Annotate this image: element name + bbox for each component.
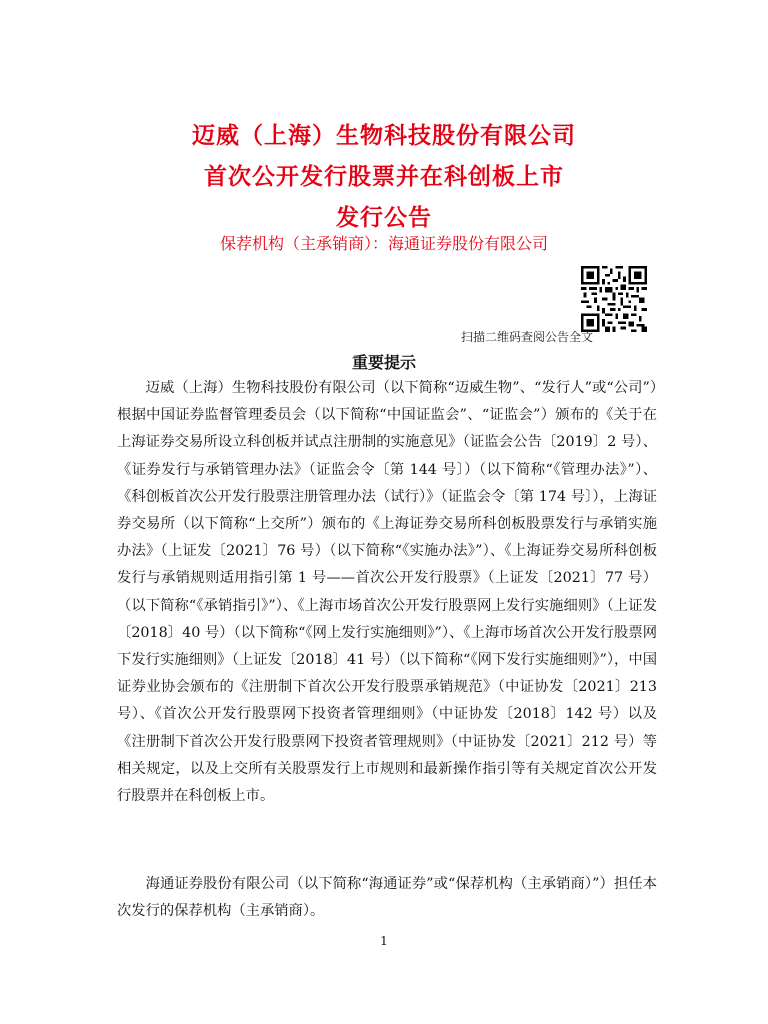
document-title-line-3: 发行公告 bbox=[336, 205, 432, 231]
section-heading: 重要提示 bbox=[351, 353, 416, 372]
qr-code-icon bbox=[581, 266, 647, 332]
qr-caption: 扫描二维码查阅公告全文 bbox=[461, 330, 594, 344]
page-number: 1 bbox=[380, 934, 388, 948]
body-paragraph-2: 海通证券股份有限公司（以下简称“海通证券”或“保荐机构（主承销商）”）担任本次发行的保荐机构（主承销商）。 bbox=[117, 876, 657, 920]
document-title-line-1: 迈威（上海）生物科技股份有限公司 bbox=[192, 123, 576, 149]
sponsor-line: 保荐机构（主承销商）：海通证券股份有限公司 bbox=[219, 234, 548, 253]
body-paragraph-1: 迈威（上海）生物科技股份有限公司（以下简称“迈威生物”、“发行人”或“公司”）根据中国证券监督管理委员会（以下简称“中国证监会”、“证监会”）颁布的《关于在上海证券交易所设立科创板并试点注册制的实施意见》（证监会公告〔2019〕2 号）、《证券发行与承销管理办法》（证监会令〔第 144 号〕）（以下简称“《管理办法》”）、《科创板首次公开发行股票注册管理办法（试行）》（证监会令〔第 174 号〕），上海证券交易所（以下简称“上交所”）颁布的《上海证券交易所科创板股票发行与承销实施办法》（上证发〔2021〕76 号）（以下简称“《实施办法》”）、《上海证券交易所科创板发行与承销规则适用指引第 1 号——首次公开发行股票》（上证发〔2021〕77 号）（以下简称“《承销指引》”）、《上海市场首次公开发行股票网上发行实施细则》（上证发〔2018〕40 号）（以下简称“《网上发行实施细则》”）、《上海市场首次公开发行股票网下发行实施细则》（上证发〔2018〕41 号）（以下简称“《网下发行实施细则》”），中国证券业协会颁布的《注册制下首次公开发行股票承销规范》（中证协发〔2021〕213 号）、《首次公开发行股票网下投资者管理细则》（中证协发〔2018〕142 号）以及《注册制下首次公开发行股票网下投资者管理规则》（中证协发〔2021〕212 号）等相关规定，以及上交所有关股票发行上市规则和最新操作指引等有关规定首次公开发行股票并在科创板上市。 bbox=[117, 380, 657, 805]
document-title-line-2: 首次公开发行股票并在科创板上市 bbox=[204, 164, 564, 190]
